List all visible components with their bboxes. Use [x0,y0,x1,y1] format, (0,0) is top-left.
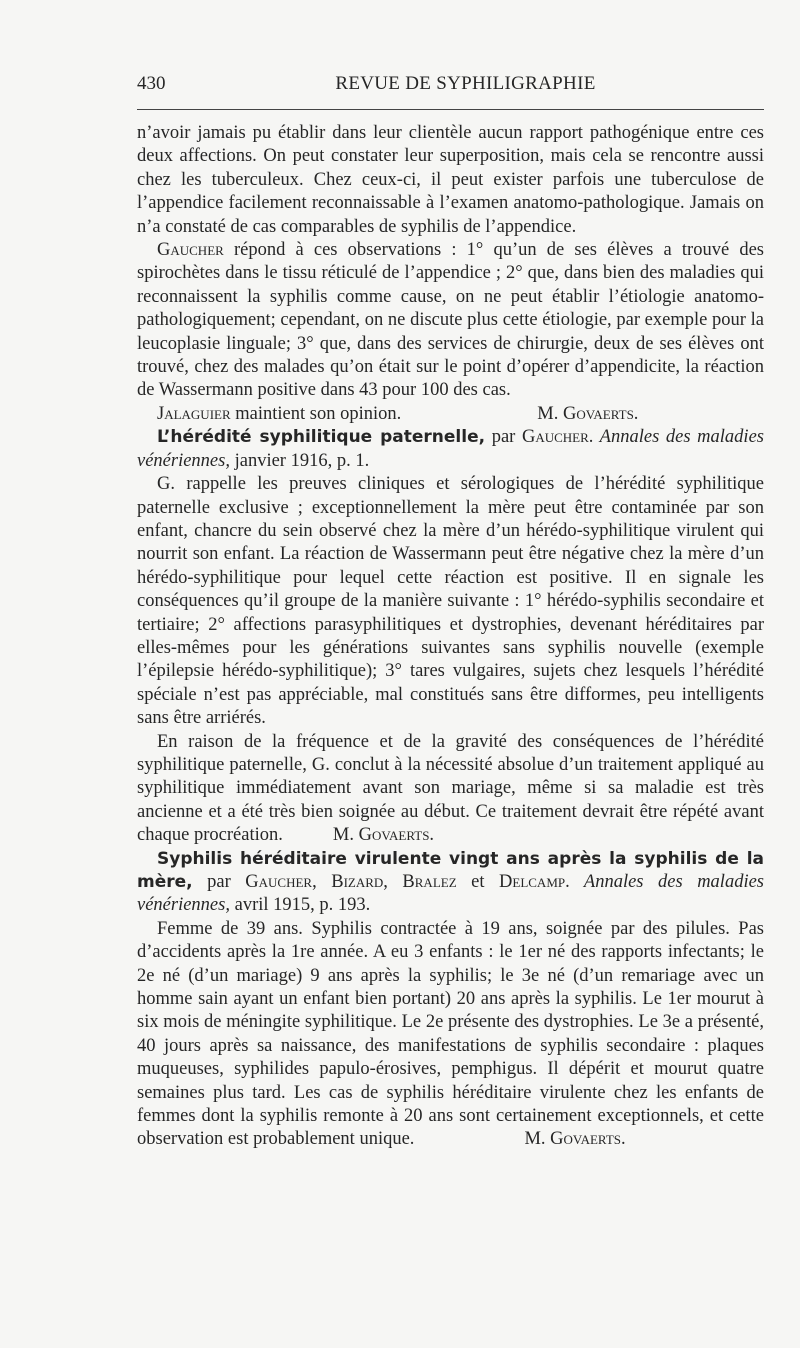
article-date: avril 1915, p. 193. [229,895,371,916]
page-body [137,122,764,1152]
signature: M. Govaerts. [332,825,435,846]
signature: M. Govaerts. [537,403,639,424]
author-name: Gaucher [157,240,224,261]
article-1-paragraph-2: En raison de la fréquence et de la gravité des conséquences de l’hérédité syphilitique paternelle, G. conclut à la nécessité absolue d’un traitement appliqué au syphilitique immédiatement avant son mariage, même si sa maladie est très ancienne et a été très bien soignée au début. Ce traitement devrait être répété avant chaque procréation. M. Govaerts. [137,731,764,846]
paragraph-text: maintient son opinion. [230,403,402,424]
article-author: Delcamp. [499,872,570,892]
article-2-paragraph: Femme de 39 ans. Syphilis contractée à 19 ans, soignée par des pilules. Pas d’accidents après la 1re année. A eu 3 enfants : le 1er né des rapports infectants; le 2e né (d’un mariage) 9 ans après la syphilis; le 3e né (d’un remariage avec un homme sain ayant un enfant bien portant) 20 ans après la syphilis. Le 1er mourut à six mois de méningite syphilitique. Le 2e présente des dystrophies. Le 3e a présenté, 40 jours après sa naissance, des manifestations de syphilis secondaire : plaques muqueuses, syphilides papulo-érosives, pemphigus. Il dépérit et mourut quatre semaines plus tard. Les cas de syphilis héréditaire virulente chez les enfants de femmes dont la syphilis remonte à 20 ans sont certainement exceptionnels, et cette observation est probablement unique. M. Govaerts. [137,918,764,1150]
article-source: Annales des maladies vénériennes, [137,427,764,471]
journal-title: REVUE DE SYPHILIGRAPHIE [335,73,596,94]
paragraph-text: répond à ces observations : 1° qu’un de ses élèves a trouvé des spirochètes dans le tissu réticulé de l’appendice ; 2° que, dans bien des maladies qui reconnaissent la syphilis comme cause, on ne peut établir l’étiologie anatomo-pathologiquement; cependant, on ne discute plus cette étiologie, par exemple pour la leucoplasie linguale; 3° que, dans des services de chirurgie, deux de ses élèves ont trouvé, chez des malades qu’on était sur le point d’opérer d’appendicite, la réaction de Wassermann positive dans 43 pour 100 des cas. [137,240,764,401]
page-number: 430 [137,73,166,94]
article-date: janvier 1916, p. 1. [229,450,370,471]
header-rule [137,109,764,110]
article-source: Annales des maladies vénériennes, [137,872,764,916]
jalaguier-line [137,403,401,426]
article-author: Gaucher. [521,427,594,448]
signature: M. Govaerts. [524,1129,626,1150]
author-name: Jalaguier [157,403,231,424]
article-heading-1: L’hérédité syphilitique paternelle, par Gaucher. Annales des maladies vénériennes, janvier 1916, p. 1. [137,427,764,471]
article-1-paragraph-1: G. rappelle les preuves cliniques et sérologiques de l’hérédité syphilitique paternelle exclusive ; exceptionnellement la mère peut être contaminée par son enfant, chancre du sein observé chez la mère d’un hérédo-syphilitique virulent qui nourrit son enfant. La réaction de Wassermann peut être négative chez la mère d’un hérédo-syphilitique pour lequel cette réaction est positive. Il en signale les conséquences qu’il groupe de la manière suivante : 1° hérédo-syphilis secondaire et tertiaire; 2° affections parasyphilitiques et dystrophies, devenant héréditaires par elles-mêmes pour les générations suivantes sans syphilis nouvelle (exemple l’épilepsie hérédo-syphilitique); 3° tares vulgaires, sujets chez lesquels l’hérédité spéciale n’est pas appréciable, mal constitués sans être difformes, peu intelligents sans être arriérés. [137,474,764,729]
article-title: Syphilis héréditaire virulente vingt ans après la syphilis de la mère, [137,848,764,892]
article-heading-2: Syphilis héréditaire virulente vingt ans après la syphilis de la mère, par Gaucher, Bizard, Bralez et Delcamp. Annales des maladies vénériennes, avril 1915, p. 193. [137,848,764,916]
running-header [137,73,764,99]
paragraph-jalaguier [137,403,764,426]
paragraph-gaucher-reply [137,239,764,403]
article-title: L’hérédité syphilitique paternelle, [157,427,486,448]
paragraph-continuation: n’avoir jamais pu établir dans leur clientèle aucun rapport pathogénique entre ces deux affections. On peut constater leur superposition, mais cela se rencontre aussi chez les tuberculeux. Chez ceux-ci, il peut exister parfois une tuberculose de l’appendice facilement reconnaissable à l’examen anatomo-pathologique. Jamais on n’a constaté de cas comparables de syphilis de l’appendice. [137,123,764,237]
article-authors: Gaucher, Bizard, Bralez [245,872,457,892]
